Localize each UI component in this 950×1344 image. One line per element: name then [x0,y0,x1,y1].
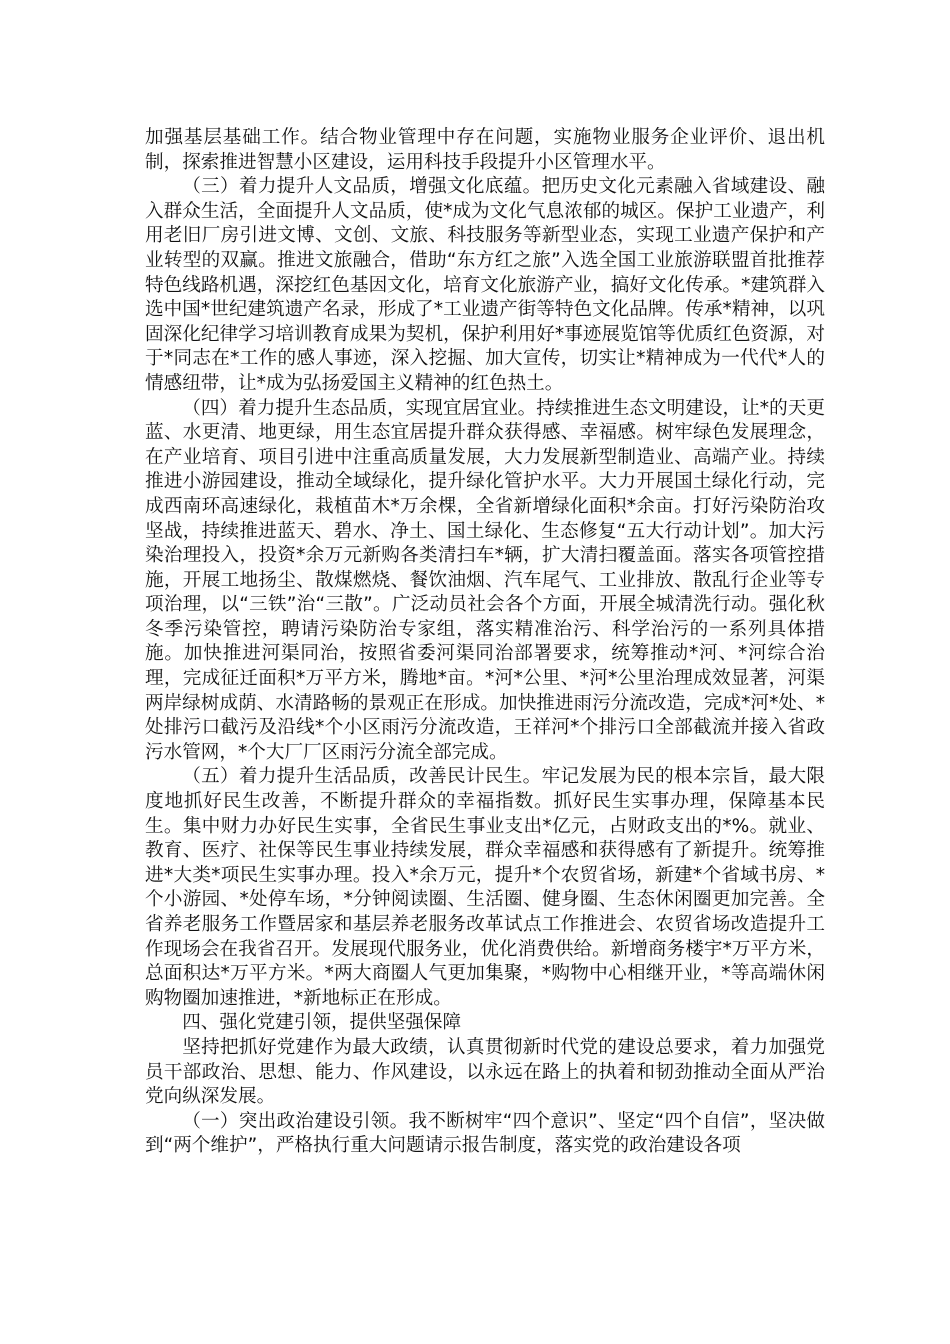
paragraph-party-building: 坚持把抓好党建作为最大政绩，认真贯彻新时代党的建设总要求，着力加强党员干部政治、思想、能力、作风建设，以永远在路上的执着和韧劲推动全面从严治党向纵深发展。 [145,1036,825,1108]
section-heading: 四、强化党建引领，提供坚强保障 [182,1012,462,1034]
paragraph-continued: 加强基层基础工作。结合物业管理中存在问题，实施物业服务企业评价、退出机制，探索推进智慧小区建设，运用科技手段提升小区管理水平。 [145,127,825,173]
paragraph-section-5: （五）着力提升生活品质，改善民计民生。牢记发展为民的根本宗旨，最大限度地抓好民生改善，不断提升群众的幸福指数。抓好民生实事办理，保障基本民生。集中财力办好民生实事，全省民生事业支出*亿元，占财政支出的*%。就业、教育、医疗、社保等民生事业持续发展，群众幸福感和获得感有了新提升。统筹推进*大类*项民生实事办理。投入*余万元，提升*个农贸省场，新建*个省域书房、*个小游园、*处停车场，*分钟阅读圈、生活圈、健身圈、生态休闲圈更加完善。全省养老服务工作暨居家和基层养老服务改革试点工作推进会、农贸省场改造提升工作现场会在我省召开。发展现代服务业，优化消费供给。新增商务楼宇*万平方米，总面积达*万平方米。*两大商圈人气更加集聚，*购物中心相继开业，*等高端休闲购物圈加速推进，*新地标正在形成。 [145,766,825,1009]
document-page [145,126,825,1159]
paragraph-section-4: （四）着力提升生态品质，实现宜居宜业。持续推进生态文明建设，让*的天更蓝、水更清、地更绿，用生态宜居提升群众获得感、幸福感。树牢绿色发展理念，在产业培育、项目引进中注重高质量发展，大力发展新型制造业、高端产业。持续推进小游园建设，推动全域绿化，提升绿化管护水平。大力开展国土绿化行动，完成西南环高速绿化，栽植苗木*万余棵，全省新增绿化面积*余亩。打好污染防治攻坚战，持续推进蓝天、碧水、净土、国土绿化、生态修复“五大行动计划”。加大污染治理投入，投资*余万元新购各类清扫车*辆，扩大清扫覆盖面。落实各项管控措施，开展工地扬尘、散煤燃烧、餐饮油烟、汽车尾气、工业排放、散乱行企业等专项治理，以“三铁”治“三散”。广泛动员社会各个方面，开展全城清洗行动。强化秋冬季污染管控，聘请污染防治专家组，落实精准治污、科学治污的一系列具体措施。加快推进河渠同治，按照省委河渠同治部署要求，统筹推动*河、*河综合治理，完成征迁面积*万平方米，腾地*亩。*河*公里、*河*公里治理成效显著，河渠两岸绿树成荫、水清路畅的景观正在形成。加快推进雨污分流改造，完成*河*处、*处排污口截污及沿线*个小区雨污分流改造，王祥河*个排污口全部截流并接入省政污水管网，*个大厂厂区雨污分流全部完成。 [145,397,825,763]
paragraph-political-construction: （一）突出政治建设引领。我不断树牢“四个意识”、坚定“四个自信”，坚决做到“两个维护”，严格执行重大问题请示报告制度，落实党的政治建设各项 [145,1110,825,1157]
paragraph-section-3: （三）着力提升人文品质，增强文化底蕴。把历史文化元素融入省域建设、融入群众生活，全面提升人文品质，使*成为文化气息浓郁的城区。保护工业遗产，利用老旧厂房引进文博、文创、文旅、科技服务等新型业态，实现工业遗产保护和产业转型的双赢。推进文旅融合，借助“东方红之旅”入选全国工业旅游联盟首批推荐特色线路机遇，深挖红色基因文化，培育文化旅游产业，搞好文化传承。*建筑群入选中国*世纪建筑遗产名录，形成了*工业遗产街等特色文化品牌。传承*精神，以巩固深化纪律学习培训教育成果为契机，保护利用好*事迹展览馆等优质红色资源，对于*同志在*工作的感人事迹，深入挖掘、加大宣传，切实让*精神成为一代代*人的情感纽带，让*成为弘扬爱国主义精神的红色热土。 [145,176,825,394]
